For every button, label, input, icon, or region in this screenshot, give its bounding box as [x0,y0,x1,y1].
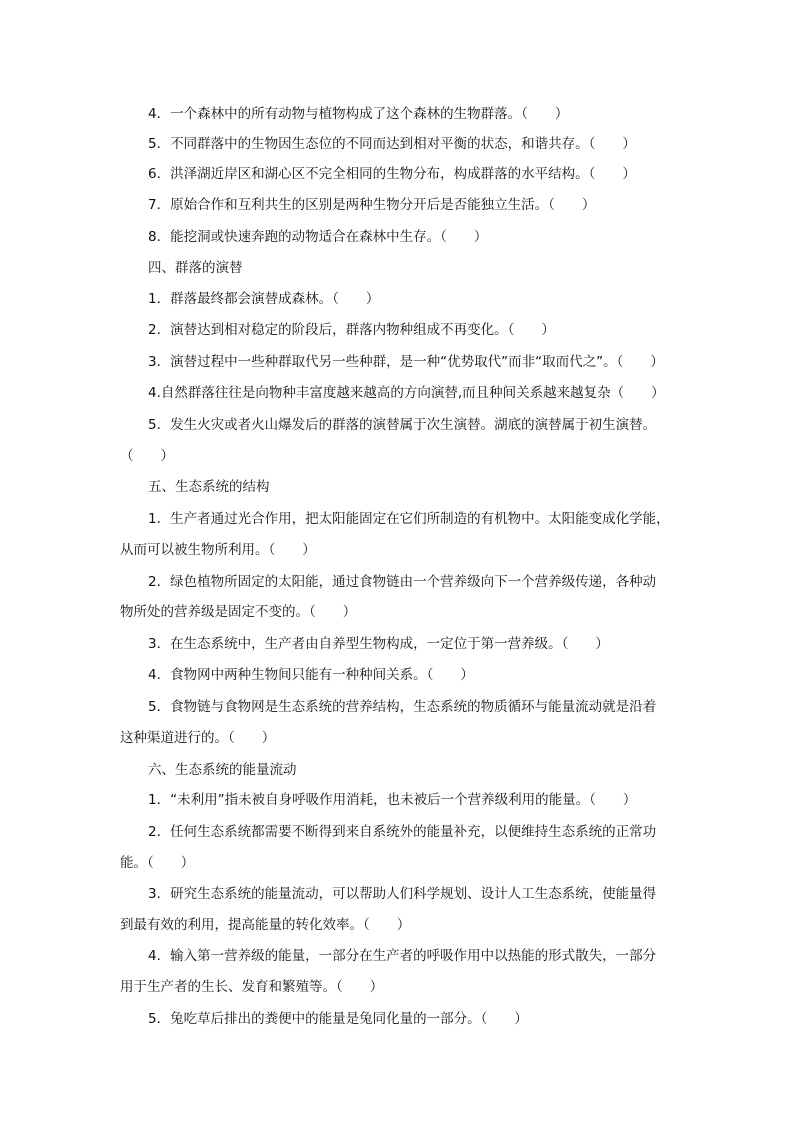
energy-question-5: 5．兔吃草后排出的粪便中的能量是兔同化量的一部分。（ ） [148,1011,528,1027]
energy-question-4-line-2: 用于生产者的生长、发育和繁殖等。（ ） [120,979,384,995]
energy-question-1: 1．“未利用”指未被自身呼吸作用消耗，也未被后一个营养级利用的能量。（ ） [148,792,637,808]
section-heading-ecosystem-structure: 五、生态系统的结构 [148,479,270,495]
succession-question-2: 2．演替达到相对稳定的阶段后，群落内物种组成不再变化。（ ） [148,322,555,338]
section-heading-succession: 四、群落的演替 [148,260,243,276]
structure-question-2-line-2: 物所处的营养级是固定不变的。（ ） [120,604,357,620]
succession-question-4: 4.自然群落往往是向物种丰富度越来越高的方向演替,而且种间关系越来越复杂（ ） [148,385,665,401]
structure-question-3: 3．在生态系统中，生产者由自养型生物构成，一定位于第一营养级。（ ） [148,636,609,652]
succession-question-5-bracket: （ ） [120,448,174,464]
question-8-forest-animals: 8．能挖洞或快速奔跑的动物适合在森林中生存。（ ） [148,229,488,245]
structure-question-5-line-1: 5．食物链与食物网是生态系统的营养结构，生态系统的物质循环与能量流动就是沿着 [148,699,657,715]
structure-question-1-line-1: 1．生产者通过光合作用，把太阳能固定在它们所制造的有机物中。太阳能变成化学能， [148,511,670,527]
question-6-horizontal-structure: 6．洪泽湖近岸区和湖心区不完全相同的生物分布，构成群落的水平结构。（ ） [148,166,636,182]
question-5-niche: 5．不同群落中的生物因生态位的不同而达到相对平衡的状态，和谐共存。（ ） [148,136,636,152]
question-4-community: 4．一个森林中的所有动物与植物构成了这个森林的生物群落。（ ） [148,106,569,122]
question-7-cooperation: 7．原始合作和互利共生的区别是两种生物分开后是否能独立生活。（ ） [148,197,596,213]
structure-question-5-line-2: 这种渠道进行的。（ ） [120,730,276,746]
section-heading-energy-flow: 六、生态系统的能量流动 [148,762,297,778]
energy-question-2-line-2: 能。（ ） [120,855,195,871]
structure-question-4: 4．食物网中两种生物间只能有一种种间关系。（ ） [148,667,474,683]
succession-question-1: 1．群落最终都会演替成森林。（ ） [148,291,380,307]
energy-question-3-line-1: 3．研究生态系统的能量流动，可以帮助人们科学规划、设计人工生态系统，使能量得 [148,886,657,902]
energy-question-3-line-2: 到最有效的利用，提高能量的转化效率。（ ） [120,917,411,933]
succession-question-5: 5．发生火灾或者火山爆发后的群落的演替属于次生演替。湖底的演替属于初生演替。 [148,417,657,433]
energy-question-4-line-1: 4．输入第一营养级的能量，一部分在生产者的呼吸作用中以热能的形式散失，一部分 [148,948,657,964]
structure-question-1-line-2: 从而可以被生物所利用。（ ） [120,542,316,558]
succession-question-3: 3．演替过程中一些种群取代另一些种群，是一种“优势取代”而非“取而代之”。（ ） [148,354,664,370]
structure-question-2-line-1: 2．绿色植物所固定的太阳能，通过食物链由一个营养级向下一个营养级传递，各种动 [148,574,657,590]
energy-question-2-line-1: 2．任何生态系统都需要不断得到来自系统外的能量补充，以便维持生态系统的正常功 [148,824,657,840]
